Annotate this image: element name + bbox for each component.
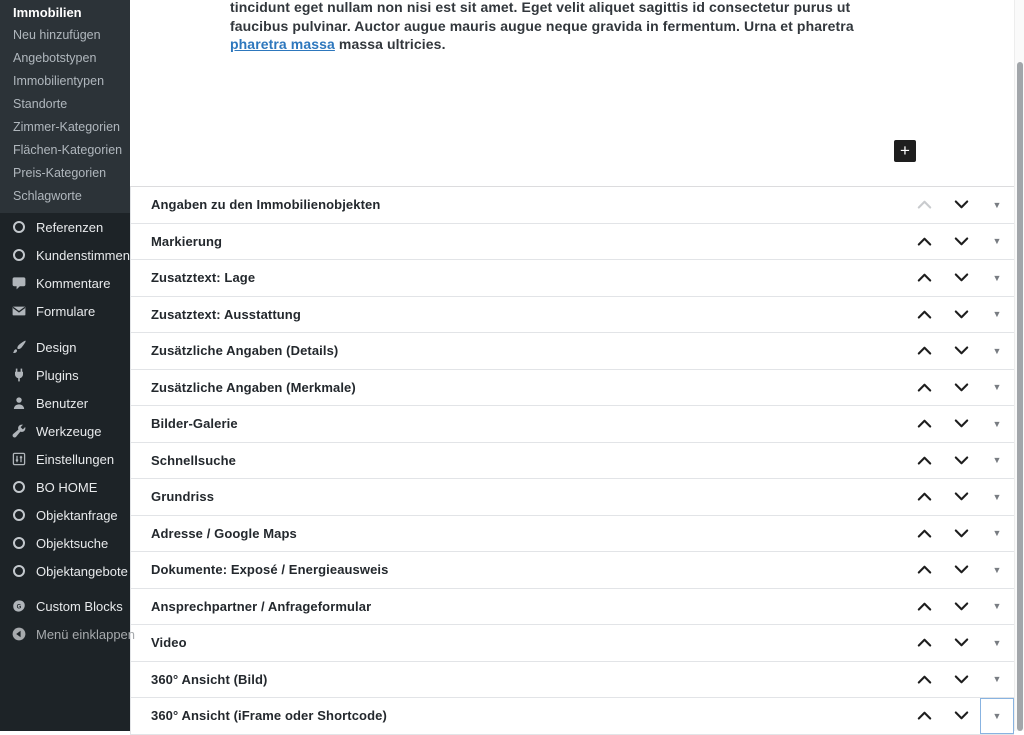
paragraph-line: faucibus pulvinar. Auctor augue mauris augue neque gravida in fermentum. Urna et pharetra xyxy=(230,17,854,34)
sidebar-submenu-item-immobilientypen[interactable]: Immobilientypen xyxy=(13,74,105,88)
move-up-button[interactable] xyxy=(906,260,943,296)
metabox-row-markierung[interactable] xyxy=(130,224,1014,261)
metabox-row-video[interactable] xyxy=(130,625,1014,662)
admin-menu xyxy=(0,213,136,648)
sidebar-item-custom-blocks[interactable] xyxy=(0,592,130,620)
sidebar-item-einstellungen[interactable] xyxy=(0,445,130,473)
move-down-button[interactable] xyxy=(943,370,980,406)
metabox-title: Adresse / Google Maps xyxy=(151,525,297,541)
sidebar-submenu-item-zimmer-kategorien[interactable]: Zimmer-Kategorien xyxy=(13,120,120,134)
brush-icon xyxy=(10,339,27,356)
metabox-row-zusatzliche-angaben-merkmale[interactable] xyxy=(130,370,1014,407)
toggle-panel-button[interactable] xyxy=(980,370,1014,406)
triangle-down-icon: ▼ xyxy=(992,236,1002,247)
move-up-button[interactable] xyxy=(906,224,943,260)
metabox-row-adresse-google-maps[interactable] xyxy=(130,516,1014,553)
move-down-button[interactable] xyxy=(943,187,980,223)
move-down-button[interactable] xyxy=(943,333,980,369)
pharetra-massa-link[interactable]: pharetra massa xyxy=(230,36,335,52)
metabox-row-bilder-galerie[interactable] xyxy=(130,406,1014,443)
metabox-title: Zusatztext: Lage xyxy=(151,270,256,286)
sidebar-submenu-item-angebotstypen[interactable]: Angebotstypen xyxy=(13,51,97,65)
move-down-button[interactable] xyxy=(943,516,980,552)
editor-canvas xyxy=(130,0,1014,186)
move-down-button[interactable] xyxy=(943,625,980,661)
sidebar-item-label: Formulare xyxy=(36,303,96,319)
triangle-down-icon: ▼ xyxy=(992,199,1002,210)
collapse-arrow-icon xyxy=(10,626,27,643)
move-down-button[interactable] xyxy=(943,662,980,698)
move-up-button[interactable] xyxy=(906,297,943,333)
triangle-down-icon: ▼ xyxy=(992,674,1002,685)
sidebar-item-label: Kommentare xyxy=(36,275,111,291)
scrollbar-thumb[interactable] xyxy=(1017,62,1024,731)
toggle-panel-button[interactable] xyxy=(980,260,1014,296)
sidebar-submenu-item-schlagworte[interactable]: Schlagworte xyxy=(13,189,82,203)
toggle-panel-button[interactable] xyxy=(980,406,1014,442)
sidebar-item-design[interactable] xyxy=(0,333,130,361)
comment-icon xyxy=(10,275,27,292)
circle-icon xyxy=(10,535,27,552)
metabox-row-ansprechpartner-anfrageformular[interactable] xyxy=(130,589,1014,626)
metabox-row-angaben-zu-den-immobilienobjekten[interactable] xyxy=(130,187,1014,224)
metabox-title: Video xyxy=(151,635,187,651)
move-up-button[interactable] xyxy=(906,370,943,406)
metabox-row-360-ansicht-iframe-oder-shortcode[interactable] xyxy=(130,698,1014,735)
metabox-list xyxy=(130,186,1014,731)
sidebar-submenu-item-neu-hinzufugen[interactable]: Neu hinzufügen xyxy=(13,28,101,42)
sidebar-item-label: Objektangebote xyxy=(36,563,128,579)
triangle-down-icon: ▼ xyxy=(992,272,1002,283)
circle-icon xyxy=(10,247,27,264)
metabox-title: Ansprechpartner / Anfrageformular xyxy=(151,598,372,614)
move-down-button[interactable] xyxy=(943,443,980,479)
triangle-down-icon: ▼ xyxy=(992,528,1002,539)
sidebar-item-label: Custom Blocks xyxy=(36,598,123,614)
toggle-panel-button[interactable] xyxy=(980,662,1014,698)
sidebar-item-label: BO HOME xyxy=(36,479,98,495)
triangle-down-icon: ▼ xyxy=(992,345,1002,356)
sidebar-item-referenzen[interactable] xyxy=(0,213,130,241)
move-down-button[interactable] xyxy=(943,552,980,588)
triangle-down-icon: ▼ xyxy=(992,382,1002,393)
metabox-title: Grundriss xyxy=(151,489,215,505)
triangle-down-icon: ▼ xyxy=(992,455,1002,466)
immobilien-submenu-items xyxy=(0,24,130,208)
triangle-down-icon: ▼ xyxy=(992,418,1002,429)
move-up-button[interactable] xyxy=(906,443,943,479)
mail-icon xyxy=(10,303,27,320)
metabox-title: Bilder-Galerie xyxy=(151,416,238,432)
sidebar-item-label: Plugins xyxy=(36,367,79,383)
paragraph-line: pharetra massa massa ultricies. xyxy=(230,36,446,52)
triangle-down-icon: ▼ xyxy=(992,601,1002,612)
sidebar-item-bo-home[interactable] xyxy=(0,473,130,501)
immobilien-submenu xyxy=(0,0,130,213)
admin-sidebar xyxy=(0,0,136,731)
metabox-title: Angaben zu den Immobilienobjekten xyxy=(151,197,381,213)
circle-icon xyxy=(10,563,27,580)
metabox-title: Zusätzliche Angaben (Merkmale) xyxy=(151,379,356,395)
triangle-down-icon: ▼ xyxy=(992,491,1002,502)
toggle-panel-button[interactable] xyxy=(980,625,1014,661)
sidebar-item-label: Kundenstimmen xyxy=(36,247,130,263)
move-up-button[interactable] xyxy=(906,406,943,442)
metabox-title: Dokumente: Exposé / Energieausweis xyxy=(151,562,389,578)
settings-icon xyxy=(10,451,27,468)
sidebar-item-plugins[interactable] xyxy=(0,361,130,389)
metabox-title: Schnellsuche xyxy=(151,452,237,468)
blocks-icon xyxy=(10,598,27,615)
sidebar-item-label: Referenzen xyxy=(36,219,104,235)
metabox-title: Markierung xyxy=(151,233,223,249)
sidebar-item-label: Einstellungen xyxy=(36,451,115,467)
toggle-panel-button[interactable] xyxy=(980,443,1014,479)
sidebar-item-objektsuche[interactable] xyxy=(0,529,130,557)
collapse-menu-label: Menü einklappen xyxy=(36,626,136,642)
post-paragraph[interactable] xyxy=(230,0,890,54)
metabox-row-dokumente-expos-energieausweis[interactable] xyxy=(130,552,1014,589)
metabox-title: 360° Ansicht (Bild) xyxy=(151,671,268,687)
toggle-panel-button[interactable] xyxy=(980,187,1014,223)
metabox-row-zusatztext-lage[interactable] xyxy=(130,260,1014,297)
sidebar-item-kundenstimmen[interactable] xyxy=(0,241,130,269)
move-down-button[interactable] xyxy=(943,260,980,296)
metabox-row-grundriss[interactable] xyxy=(130,479,1014,516)
sidebar-item-objektangebote[interactable] xyxy=(0,557,130,585)
circle-icon xyxy=(10,479,27,496)
collapse-menu-button[interactable] xyxy=(0,620,136,648)
sidebar-item-werkzeuge[interactable] xyxy=(0,417,130,445)
sidebar-item-objektanfrage[interactable] xyxy=(0,501,130,529)
circle-icon xyxy=(10,219,27,236)
move-up-button[interactable] xyxy=(906,333,943,369)
move-down-button[interactable] xyxy=(943,479,980,515)
triangle-down-icon: ▼ xyxy=(992,309,1002,320)
sidebar-submenu-item-standorte[interactable]: Standorte xyxy=(13,97,68,111)
triangle-down-icon: ▼ xyxy=(992,637,1002,648)
circle-icon xyxy=(10,507,27,524)
move-down-button[interactable] xyxy=(943,589,980,625)
menu-group-tools xyxy=(0,333,130,585)
menu-group-content xyxy=(0,213,130,325)
move-up-button[interactable] xyxy=(906,589,943,625)
metabox-row-zusatztext-ausstattung[interactable] xyxy=(130,297,1014,334)
sidebar-item-label: Objektanfrage xyxy=(36,507,118,523)
metabox-title: Zusatztext: Ausstattung xyxy=(151,306,301,322)
block-inserter-button[interactable] xyxy=(894,140,916,162)
toggle-panel-button[interactable] xyxy=(980,698,1014,734)
plus-icon: + xyxy=(900,141,910,160)
toggle-panel-button[interactable] xyxy=(980,479,1014,515)
svg-text:G: G xyxy=(16,604,21,611)
metabox-row-zusatzliche-angaben-details[interactable] xyxy=(130,333,1014,370)
metabox-title: Zusätzliche Angaben (Details) xyxy=(151,343,339,359)
move-up-button[interactable] xyxy=(906,516,943,552)
metabox-row-schnellsuche[interactable] xyxy=(130,443,1014,480)
move-down-button[interactable] xyxy=(943,406,980,442)
scrollbar-track[interactable] xyxy=(1014,0,1024,731)
move-down-button[interactable] xyxy=(943,698,980,734)
triangle-down-icon: ▼ xyxy=(992,710,1002,721)
wrench-icon xyxy=(10,423,27,440)
metabox-title: 360° Ansicht (iFrame oder Shortcode) xyxy=(151,708,387,724)
move-up-button[interactable] xyxy=(906,479,943,515)
plug-icon xyxy=(10,367,27,384)
toggle-panel-button[interactable] xyxy=(980,516,1014,552)
triangle-down-icon: ▼ xyxy=(992,564,1002,575)
move-up-button[interactable] xyxy=(906,625,943,661)
move-up-button[interactable] xyxy=(906,552,943,588)
sidebar-item-label: Werkzeuge xyxy=(36,423,102,439)
sidebar-item-label: Design xyxy=(36,339,77,355)
sidebar-item-benutzer[interactable] xyxy=(0,389,130,417)
move-up-button[interactable] xyxy=(906,698,943,734)
move-up-button[interactable] xyxy=(906,187,943,223)
toggle-panel-button[interactable] xyxy=(980,552,1014,588)
sidebar-item-label: Objektsuche xyxy=(36,535,109,551)
move-down-button[interactable] xyxy=(943,297,980,333)
paragraph-line: tincidunt eget nullam non nisi est sit amet. Eget velit aliquet sagittis id consectetur purus ut xyxy=(230,0,851,15)
toggle-panel-button[interactable] xyxy=(980,589,1014,625)
sidebar-submenu-item-preis-kategorien[interactable]: Preis-Kategorien xyxy=(13,166,107,180)
user-icon xyxy=(10,395,27,412)
metabox-row-360-ansicht-bild[interactable] xyxy=(130,662,1014,699)
sidebar-item-label: Benutzer xyxy=(36,395,89,411)
move-up-button[interactable] xyxy=(906,662,943,698)
sidebar-submenu-item-flachen-kategorien[interactable]: Flächen-Kategorien xyxy=(13,143,123,157)
sidebar-item-formulare[interactable] xyxy=(0,297,130,325)
sidebar-item-immobilien[interactable]: Immobilien xyxy=(13,5,82,20)
sidebar-item-kommentare[interactable] xyxy=(0,269,130,297)
toggle-panel-button[interactable] xyxy=(980,297,1014,333)
move-down-button[interactable] xyxy=(943,224,980,260)
toggle-panel-button[interactable] xyxy=(980,333,1014,369)
menu-group-blocks xyxy=(0,592,130,620)
toggle-panel-button[interactable] xyxy=(980,224,1014,260)
